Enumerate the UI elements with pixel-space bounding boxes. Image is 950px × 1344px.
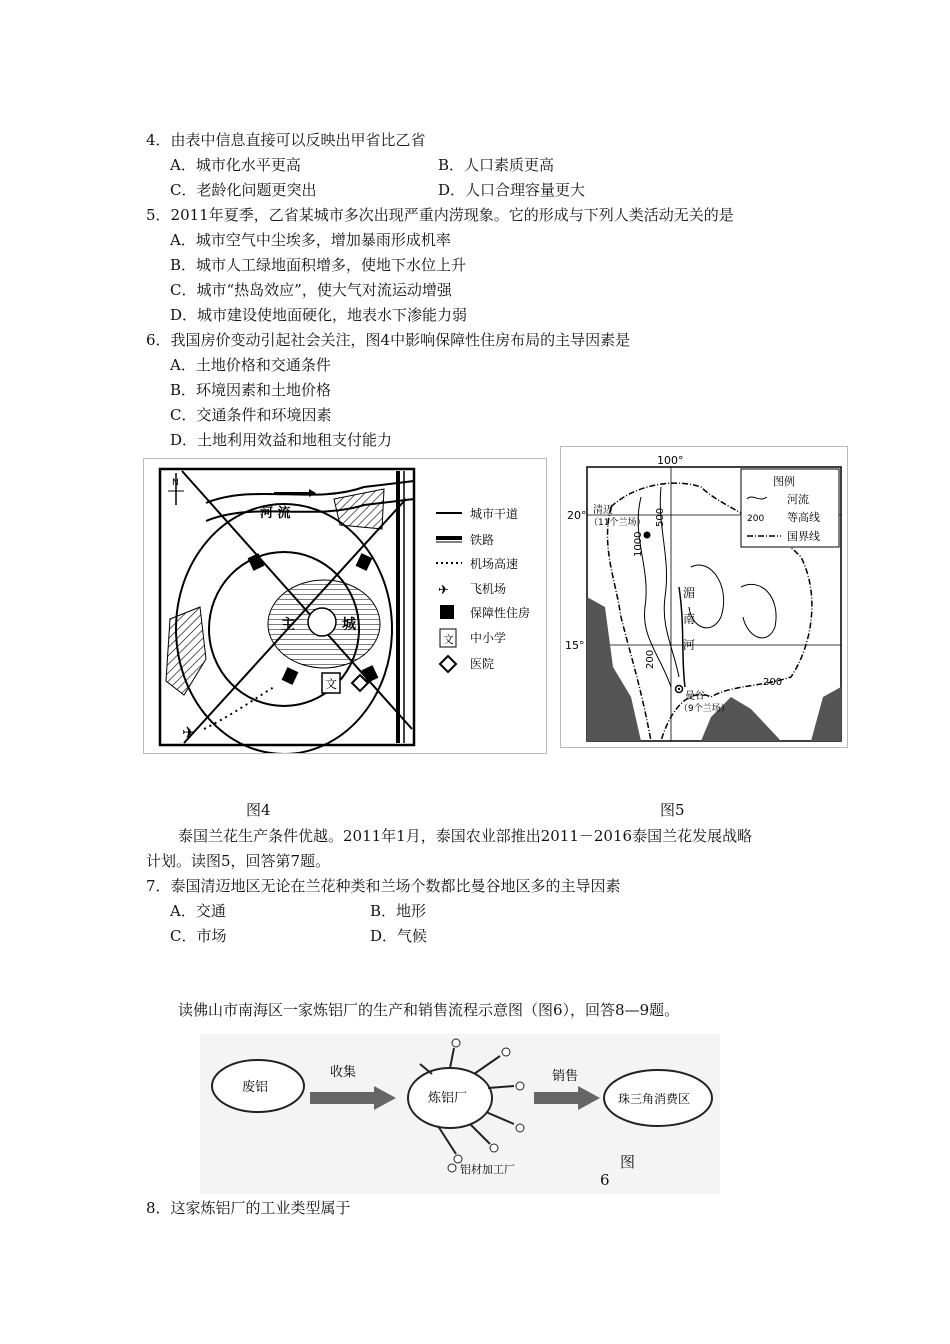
legend-expressway: 机场高速 [470, 557, 519, 571]
collect-label: 收集 [330, 1065, 357, 1080]
fig5-legend-border: 国界线 [787, 530, 820, 543]
bangkok-count: （9个兰场） [679, 704, 730, 714]
question-6-stem: 6．我国房价变动引起社会关注，图4中影响保障性住房布局的主导因素是 [146, 331, 631, 349]
contour-1000-label: 1000 [633, 531, 644, 557]
question-5-stem: 5．2011年夏季，乙省某城市多次出现严重内涝现象。它的形成与下列人类活动无关的是 [146, 206, 734, 224]
fig5-legend-contour-value: 200 [747, 514, 765, 524]
figure-5-caption: 图5 [660, 801, 685, 819]
legend-housing: 保障性住房 [470, 606, 531, 620]
question-8-stem: 8．这家炼铝厂的工业类型属于 [146, 1199, 351, 1217]
fig5-legend-title: 图例 [773, 475, 795, 488]
figure-5-thailand-map [560, 446, 848, 748]
contour-500-label: 500 [655, 507, 666, 527]
market-label: 珠三角消费区 [618, 1092, 691, 1106]
city-label-right: 城 [342, 617, 356, 633]
question-5-option-c: C．城市“热岛效应”，使大气对流运动增强 [170, 281, 452, 299]
contour-200a-label: 200 [645, 649, 656, 669]
intro-8-9: 读佛山市南海区一家炼铝厂的生产和销售流程示意图（图6），回答8—9题。 [178, 1001, 680, 1019]
legend-school: 中小学 [470, 631, 507, 645]
north-label: N [172, 478, 179, 488]
figure-6-flow-diagram [200, 1034, 720, 1194]
legend-hospital-icon [440, 656, 456, 672]
bangkok-label: 曼谷 [685, 691, 705, 702]
question-7-option-d: D．气候 [370, 927, 428, 945]
question-4-stem: 4．由表中信息直接可以反映出甲省比乙省 [146, 131, 426, 149]
question-4-option-c: C．老龄化问题更突出 [170, 181, 317, 199]
question-4-option-a: A．城市化水平更高 [170, 156, 301, 174]
legend-airport-icon: ✈ [438, 583, 449, 598]
scrap-label: 废铝 [242, 1080, 269, 1095]
legend-road: 城市干道 [470, 507, 519, 521]
river-char-1: 湄 [683, 586, 696, 600]
river-char-3: 河 [683, 638, 696, 652]
question-7-stem: 7．泰国清迈地区无论在兰花种类和兰场个数都比曼谷地区多的主导因素 [146, 877, 621, 895]
question-6-option-a: A．土地价格和交通条件 [170, 356, 331, 374]
question-7-option-a: A．交通 [170, 902, 226, 920]
legend-hospital: 医院 [470, 657, 495, 671]
factory-legend-icon [448, 1164, 456, 1172]
question-6-option-d: D．土地利用效益和地租支付能力 [170, 431, 393, 449]
question-7-option-c: C．市场 [170, 927, 227, 945]
legend-school-icon: 文 [443, 633, 454, 646]
question-6-option-b: B．环境因素和土地价格 [170, 381, 332, 399]
figure-6-caption-b: 6 [600, 1171, 610, 1189]
intro-7-line-2: 计划。读图5，回答第7题。 [146, 852, 331, 870]
school-mark: 文 [325, 677, 338, 691]
legend-housing-icon [440, 605, 454, 619]
legend-airport: 飞机场 [470, 582, 507, 596]
factory-label: 铝材加工厂 [460, 1163, 515, 1176]
river-label: 河 流 [260, 506, 291, 521]
fig5-legend-contour: 等高线 [787, 511, 820, 524]
fig5-legend-river: 河流 [787, 493, 809, 506]
lon-100-label: 100° [657, 454, 684, 467]
chiangmai-count: （11个兰场） [589, 518, 646, 528]
contour-200b-label: 200 [763, 677, 783, 688]
intro-7-line-1: 泰国兰花生产条件优越。2011年1月，泰国农业部推出2011－2016泰国兰花发展战略 [178, 827, 753, 845]
figure-4-city-map [143, 458, 547, 754]
river-char-2: 南 [683, 612, 696, 626]
question-4-option-d: D．人口合理容量更大 [438, 181, 586, 199]
question-5-option-a: A．城市空气中尘埃多，增加暴雨形成机率 [170, 231, 451, 249]
sell-label: 销售 [552, 1069, 579, 1084]
figure-6-caption-a: 图 [620, 1153, 636, 1171]
question-6-option-c: C．交通条件和环境因素 [170, 406, 332, 424]
question-5-option-d: D．城市建设使地面硬化，地表水下渗能力弱 [170, 306, 468, 324]
legend-railway: 铁路 [470, 533, 495, 547]
question-4-option-b: B．人口素质更高 [438, 156, 555, 174]
smelter-label: 炼铝厂 [428, 1091, 468, 1106]
question-7-option-b: B．地形 [370, 902, 427, 920]
lat-15-label: 15° [565, 639, 585, 652]
chiangmai-label: 清迈 [593, 505, 613, 516]
airplane-icon: ✈ [182, 723, 196, 742]
city-label-left: 主 [281, 617, 295, 633]
question-5-option-b: B．城市人工绿地面积增多，使地下水位上升 [170, 256, 467, 274]
lat-20-label: 20° [567, 509, 587, 522]
figure-4-caption: 图4 [246, 801, 271, 819]
